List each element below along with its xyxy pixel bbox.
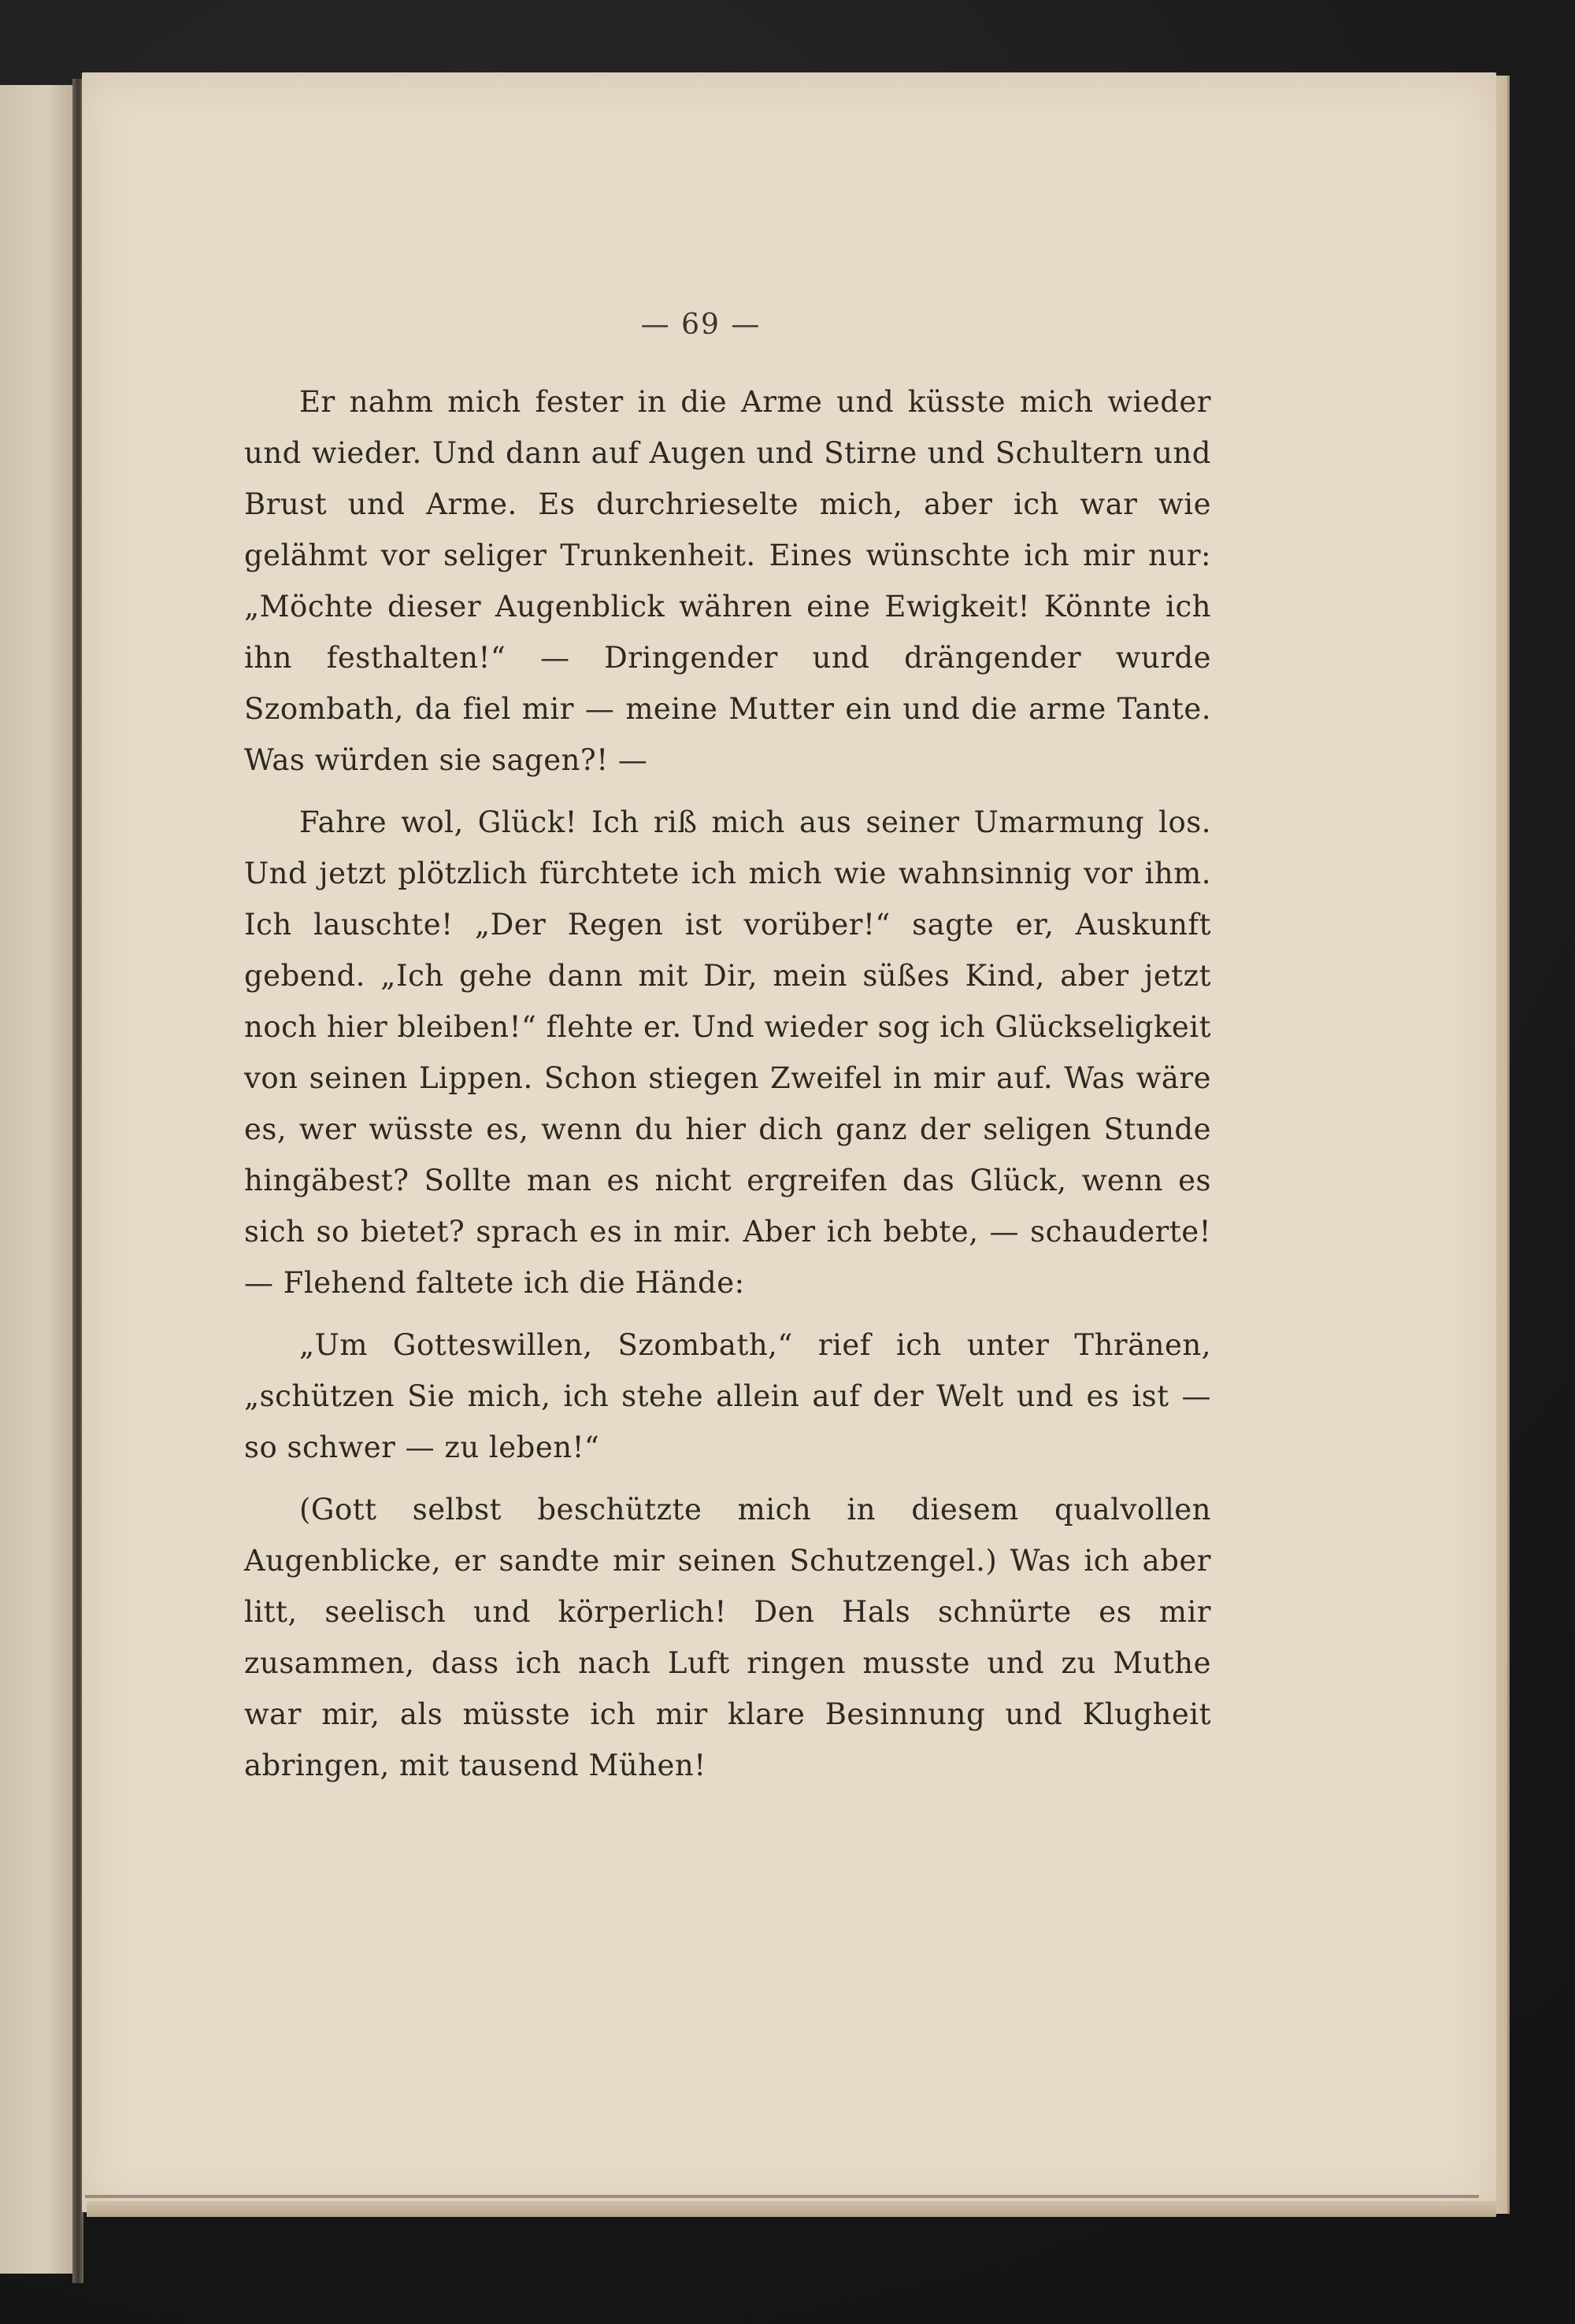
paragraph-3: „Um Gotteswillen, Szombath,“ rief ich unter Thränen, „schützen Sie mich, ich stehe allein auf der Welt und es ist — so schwer — zu leben!“ [244,1328,1211,1464]
page-bottom-rule [85,2195,1479,2198]
body-text [244,376,1211,1802]
paragraph-1: Er nahm mich fester in die Arme und küsste mich wieder und wieder. Und dann auf Augen und Stirne und Schultern und Brust und Arme. Es durchrieselte mich, aber ich war wie gelähmt vor seliger Trunkenheit. Eines wünschte ich mir nur: „Möchte dieser Augenblick währen eine Ewigkeit! Könnte ich ihn festhalten!“ — Dringender und drängender wurde Szombath, da fiel mir — meine Mutter ein und die arme Tante. Was würden sie sagen?! — [244,385,1211,777]
left-page-edge [0,85,80,2274]
page-bottom-edge [87,2201,1496,2217]
paragraph-2: Fahre wol, Glück! Ich riß mich aus seiner Umarmung los. Und jetzt plötzlich fürchtete ich mich wie wahnsinnig vor ihm. Ich lauschte! „Der Regen ist vorüber!“ sagte er, Auskunft gebend. „Ich gehe dann mit Dir, mein süßes Kind, aber jetzt noch hier bleiben!“ flehte er. Und wieder sog ich Glückseligkeit von seinen Lippen. Schon stiegen Zweifel in mir auf. Was wäre es, wer wüsste es, wenn du hier dich ganz der seligen Stunde hingäbest? Sollte man es nicht ergreifen das Glück, wenn es sich so bietet? sprach es in mir. Aber ich bebte, — schauderte! — Flehend faltete ich die Hände: [244,805,1211,1300]
paragraph-4: (Gott selbst beschützte mich in diesem qualvollen Augenblicke, er sandte mir seinen Schutzengel.) Was ich aber litt, seelisch und körperlich! Den Hals schnürte es mir zusammen, dass ich nach Luft ringen musste und zu Muthe war mir, als müsste ich mir klare Besinnung und Klugheit abringen, mit tausend Mühen! [244,1493,1211,1782]
page-number: — 69 — [640,309,762,341]
